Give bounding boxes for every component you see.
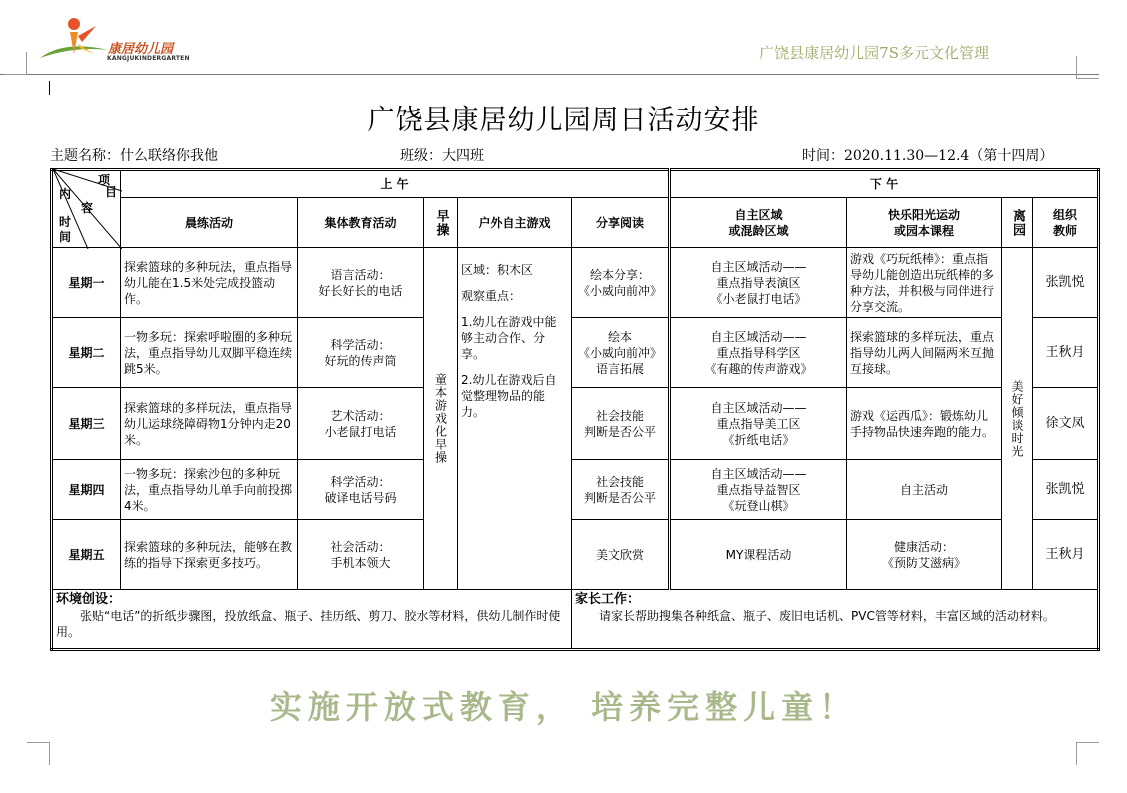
free-area-cell: 自主区域活动—— 重点指导科学区 《有趣的传声游戏》 (670, 318, 847, 388)
col-teacher: 组织 教师 (1033, 198, 1099, 248)
table-row (52, 460, 1099, 520)
sunshine-cell: 游戏《巧玩纸棒》：重点指导幼儿能创造出玩纸棒的多种方法，并积极与同伴进行分享交流。 (847, 248, 1002, 318)
col-sunshine: 快乐阳光运动 或园本课程 (847, 198, 1002, 248)
group-edu-cell: 科学活动： 破译电话号码 (298, 460, 424, 520)
group-edu-cell: 语言活动： 好长好长的电话 (298, 248, 424, 318)
time-range: 时间：2020.11.30—12.4（第十四周） (802, 148, 1054, 164)
corner-mu: 目 (105, 185, 118, 199)
free-area-cell: 自主区域活动—— 重点指导益智区 《玩登山棋》 (670, 460, 847, 520)
day-cell: 星期一 (52, 248, 121, 318)
table-row (52, 318, 1099, 388)
exercise-cell: 探索篮球的多种玩法，重点指导幼儿能在1.5米处完成投篮动作。 (121, 248, 298, 318)
outdoor-game-cell: 区域：积木区 观察重点： 1.幼儿在游戏中能够主动合作、分享。 2.幼儿在游戏后自觉整理物品的能力。 (458, 248, 572, 590)
share-cell: 社会技能 判断是否公平 (572, 460, 670, 520)
exercise-cell: 探索篮球的多样玩法，重点指导幼儿运球绕障碍物1分钟内走20米。 (121, 388, 298, 460)
morning-header: 上 午 (121, 170, 670, 198)
crop-mark-top-right (1076, 56, 1099, 79)
corner-shi: 时 (59, 215, 72, 229)
day-cell: 星期二 (52, 318, 121, 388)
notes-row (52, 590, 1099, 650)
corner-jian: 间 (59, 230, 72, 244)
share-cell: 美文欣赏 (572, 520, 670, 590)
table-row (52, 248, 1099, 318)
group-edu-cell: 艺术活动： 小老鼠打电话 (298, 388, 424, 460)
col-free-area: 自主区域 或混龄区域 (670, 198, 847, 248)
document-title: 广饶县康居幼儿园周日活动安排 (367, 105, 760, 136)
day-cell: 星期三 (52, 388, 121, 460)
logo-subtitle: KANGJUKINDERGARTEN (107, 55, 190, 62)
footer-slogan: 实施开放式教育， 培养完整儿童！ (269, 688, 858, 726)
share-cell: 绘本 《小威向前冲》 语言拓展 (572, 318, 670, 388)
group-edu-cell: 科学活动： 好玩的传声筒 (298, 318, 424, 388)
sunshine-cell: 自主活动 (847, 460, 1002, 520)
corner-rong: 容 (81, 201, 94, 215)
crop-mark-bottom-left (27, 742, 50, 765)
theme-name: 主题名称：什么联络你我他 (50, 148, 218, 164)
environment-cell: 环境创设： 张贴“电话”的折纸步骤图，投放纸盒、瓶子、挂历纸、剪刀、胶水等材料，供幼儿制作时使用。 (52, 590, 572, 650)
logo-text: 康居幼儿园 (108, 42, 174, 57)
header-divider (0, 74, 1099, 75)
class-name: 班级：大四班 (400, 148, 484, 164)
corner-nei: 内 (59, 187, 72, 201)
text-cursor (49, 81, 50, 95)
leave-cell: 美好倾谈时光 (1002, 248, 1033, 590)
teacher-cell: 王秋月 (1033, 318, 1099, 388)
corner-xiang: 项 (98, 173, 111, 187)
col-group-edu: 集体教育活动 (298, 198, 424, 248)
teacher-cell: 徐文凤 (1033, 388, 1099, 460)
teacher-cell: 张凯悦 (1033, 248, 1099, 318)
exercise-cell: 一物多玩：探索呼啦圈的多种玩法，重点指导幼儿双脚平稳连续跳5米。 (121, 318, 298, 388)
parent-work-cell: 家长工作： 请家长帮助搜集各种纸盒、瓶子、废旧电话机、PVC管等材料，丰富区域的活动材料。 (572, 590, 1099, 650)
logo-icon (34, 14, 114, 66)
exercise-cell: 探索篮球的多种玩法，能够在教练的指导下探索更多技巧。 (121, 520, 298, 590)
free-area-cell: 自主区域活动—— 重点指导美工区 《折纸电话》 (670, 388, 847, 460)
group-edu-cell: 社会活动： 手机本领大 (298, 520, 424, 590)
sunshine-cell: 健康活动： 《预防艾滋病》 (847, 520, 1002, 590)
table-row (52, 388, 1099, 460)
exercise-cell: 一物多玩：探索沙包的多种玩法，重点指导幼儿单手向前投掷4米。 (121, 460, 298, 520)
table-row (52, 520, 1099, 590)
early-exercise-cell: 童本游戏化早操 (424, 248, 458, 590)
col-morning-exercise: 晨练活动 (121, 198, 298, 248)
crop-mark-top-left (4, 52, 27, 75)
teacher-cell: 王秋月 (1033, 520, 1099, 590)
share-cell: 绘本分享： 《小威向前冲》 (572, 248, 670, 318)
day-cell: 星期五 (52, 520, 121, 590)
share-cell: 社会技能 判断是否公平 (572, 388, 670, 460)
teacher-cell: 张凯悦 (1033, 460, 1099, 520)
free-area-cell: MY课程活动 (670, 520, 847, 590)
org-header-title: 广饶县康居幼儿园7S多元文化管理 (759, 44, 989, 62)
col-outdoor-game: 户外自主游戏 (458, 198, 572, 248)
crop-mark-bottom-right (1076, 742, 1099, 765)
day-cell: 星期四 (52, 460, 121, 520)
col-early-exercise: 早操 (424, 198, 458, 248)
col-share-read: 分享阅读 (572, 198, 670, 248)
sunshine-cell: 探索篮球的多样玩法，重点指导幼儿两人间隔两米互抛互接球。 (847, 318, 1002, 388)
corner-header-cell (52, 170, 121, 248)
col-leave: 离园 (1002, 198, 1033, 248)
free-area-cell: 自主区域活动—— 重点指导表演区 《小老鼠打电话》 (670, 248, 847, 318)
afternoon-header: 下 午 (670, 170, 1099, 198)
schedule-table (50, 168, 1100, 651)
sunshine-cell: 游戏《运西瓜》：锻炼幼儿手持物品快速奔跑的能力。 (847, 388, 1002, 460)
